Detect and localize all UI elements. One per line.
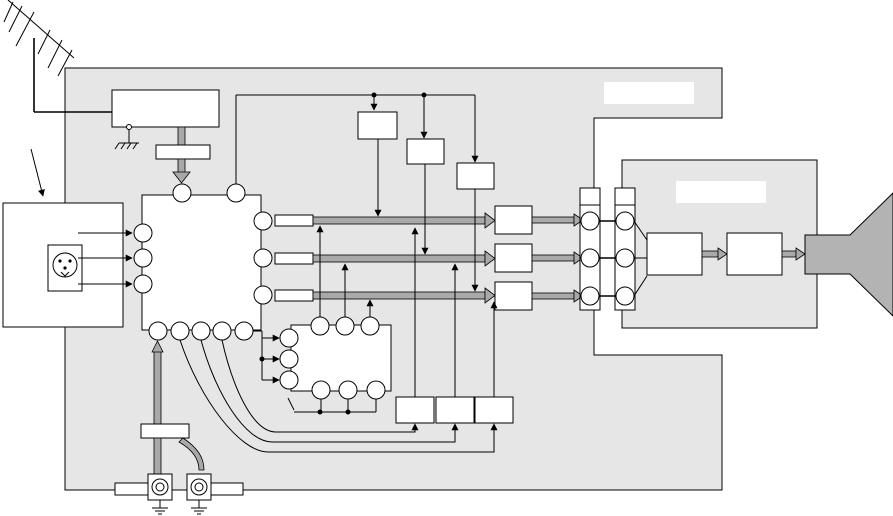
- output-amp-1: [495, 206, 532, 234]
- label-plate-display: [676, 181, 766, 203]
- display-driver-1: [647, 233, 702, 275]
- monitor-screen: [805, 193, 893, 316]
- input-bus-vertical: [154, 350, 161, 424]
- control-block-1: [358, 112, 397, 139]
- connector-icon: [48, 245, 82, 291]
- ground-icon: [152, 500, 168, 514]
- if-block: [156, 145, 210, 159]
- main-processor: [142, 195, 261, 330]
- input-selector-block: [141, 424, 189, 438]
- control-block-3: [457, 163, 494, 189]
- tuner-output-bus: [178, 127, 185, 145]
- if-output-bus: [178, 159, 185, 173]
- label-plate-top-right: [604, 82, 694, 104]
- control-block-4: [396, 397, 434, 423]
- display-driver-2: [727, 233, 782, 275]
- ground-icon: [191, 500, 207, 514]
- output-amp-2: [495, 244, 532, 272]
- control-block-5: [436, 397, 474, 423]
- output-amp-3: [495, 282, 532, 310]
- tuner-block: [112, 90, 219, 127]
- control-block-2: [407, 139, 444, 164]
- control-block-6: [475, 397, 513, 423]
